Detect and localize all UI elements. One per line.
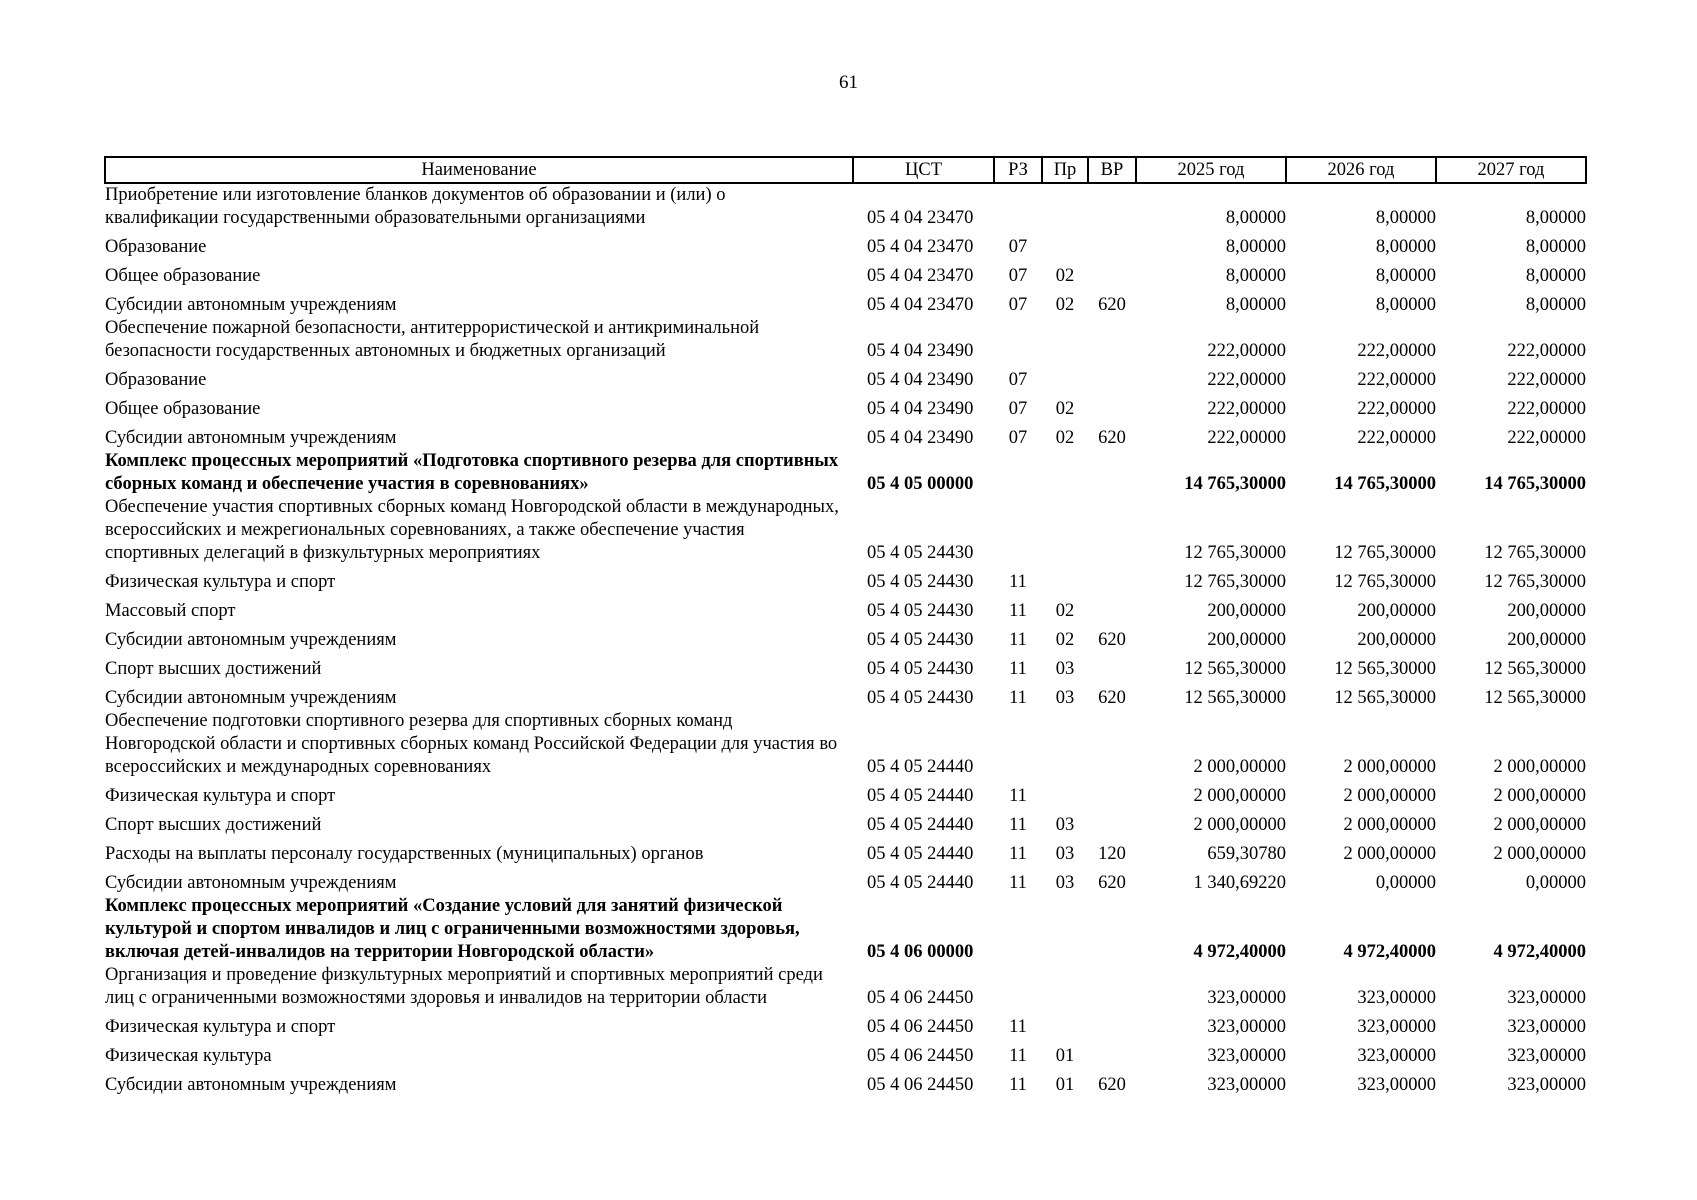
cell-2025: 14 765,30000: [1184, 474, 1286, 494]
cell-rz: 11: [1009, 659, 1027, 679]
cell-rz: [994, 496, 1042, 565]
cell-2026: 2 000,00000: [1343, 815, 1436, 835]
header-rz: РЗ: [994, 157, 1042, 183]
cell-2025: 323,00000: [1207, 1046, 1286, 1066]
cell-vr: 620: [1098, 1075, 1126, 1095]
cell-2027: 200,00000: [1507, 601, 1586, 621]
cell-2026: 12 765,30000: [1334, 572, 1436, 592]
header-2027: 2027 год: [1436, 157, 1586, 183]
cell-name: Образование: [105, 237, 207, 257]
cell-rz: 11: [1009, 815, 1027, 835]
header-name: Наименование: [105, 157, 853, 183]
cell-name: Комплекс процессных мероприятий «Подготовка спортивного резерва для спортивных сборных команд и обеспечение участия в соревнованиях»: [105, 451, 839, 494]
cell-2026: 8,00000: [1375, 208, 1436, 228]
cell-2025: 8,00000: [1225, 266, 1286, 286]
cell-2025: 12 765,30000: [1184, 572, 1286, 592]
table-row: [105, 183, 1586, 230]
cell-2025: 2 000,00000: [1193, 786, 1286, 806]
cell-cst: 05 4 04 23470: [867, 295, 974, 315]
cell-name: Физическая культура: [105, 1046, 272, 1066]
cell-cst: 05 4 04 23490: [867, 341, 974, 361]
cell-2027: 222,00000: [1507, 370, 1586, 390]
cell-cst: 05 4 06 00000: [867, 942, 974, 962]
cell-pr: [1042, 779, 1088, 808]
table-row: [105, 496, 1586, 565]
cell-vr: [1088, 317, 1136, 363]
cell-rz: 11: [1009, 844, 1027, 864]
cell-2027: 323,00000: [1507, 988, 1586, 1008]
cell-2027: 2 000,00000: [1493, 757, 1586, 777]
cell-pr: 02: [1055, 399, 1075, 419]
cell-2025: 1 340,69220: [1193, 873, 1286, 893]
cell-rz: 07: [1008, 370, 1028, 390]
table-row: [105, 837, 1586, 866]
cell-cst: 05 4 06 24450: [867, 1017, 974, 1037]
cell-2026: 323,00000: [1357, 1046, 1436, 1066]
cell-vr: [1088, 183, 1136, 230]
cell-2025: 4 972,40000: [1193, 942, 1286, 962]
table-row: [105, 317, 1586, 363]
cell-2026: 222,00000: [1357, 428, 1436, 448]
cell-cst: 05 4 04 23490: [867, 399, 974, 419]
cell-pr: 02: [1055, 601, 1075, 621]
cell-pr: 02: [1055, 295, 1075, 315]
cell-vr: 620: [1098, 295, 1126, 315]
cell-rz: 11: [1009, 1017, 1027, 1037]
table-header: [105, 157, 1586, 183]
cell-2025: 200,00000: [1207, 630, 1286, 650]
cell-rz: [994, 450, 1042, 496]
cell-2026: 4 972,40000: [1343, 942, 1436, 962]
table-row: [105, 1068, 1586, 1097]
cell-2026: 222,00000: [1357, 370, 1436, 390]
cell-rz: 11: [1009, 601, 1027, 621]
cell-rz: 11: [1009, 630, 1027, 650]
cell-name: Организация и проведение физкультурных мероприятий и спортивных мероприятий среди лиц с ограниченными возможностями здоровья и инвалидов на территории области: [105, 965, 823, 1008]
cell-2027: 4 972,40000: [1493, 942, 1586, 962]
cell-pr: 01: [1055, 1075, 1075, 1095]
cell-2026: 0,00000: [1375, 873, 1436, 893]
cell-pr: [1042, 496, 1088, 565]
header-pr: Пр: [1042, 157, 1088, 183]
cell-rz: [994, 710, 1042, 779]
cell-2027: 222,00000: [1507, 341, 1586, 361]
table-row: [105, 895, 1586, 964]
cell-2025: 2 000,00000: [1193, 815, 1286, 835]
cell-rz: [994, 895, 1042, 964]
cell-name: Спорт высших достижений: [105, 815, 322, 835]
cell-cst: 05 4 05 24440: [867, 786, 974, 806]
table-row: [105, 681, 1586, 710]
cell-2025: 222,00000: [1207, 341, 1286, 361]
cell-rz: 11: [1009, 688, 1027, 708]
cell-pr: [1042, 230, 1088, 259]
cell-2027: 222,00000: [1507, 428, 1586, 448]
cell-cst: 05 4 04 23470: [867, 237, 974, 257]
cell-2027: 200,00000: [1507, 630, 1586, 650]
cell-2026: 323,00000: [1357, 1075, 1436, 1095]
cell-rz: 11: [1009, 572, 1027, 592]
table-row: [105, 623, 1586, 652]
cell-rz: 11: [1009, 786, 1027, 806]
cell-vr: [1088, 594, 1136, 623]
cell-cst: 05 4 04 23470: [867, 208, 974, 228]
cell-vr: [1088, 1010, 1136, 1039]
cell-2026: 323,00000: [1357, 988, 1436, 1008]
cell-2025: 222,00000: [1207, 399, 1286, 419]
cell-2027: 222,00000: [1507, 399, 1586, 419]
cell-cst: 05 4 04 23470: [867, 266, 974, 286]
header-row: [105, 157, 1586, 183]
cell-vr: [1088, 1039, 1136, 1068]
cell-2026: 200,00000: [1357, 601, 1436, 621]
cell-2025: 12 565,30000: [1184, 688, 1286, 708]
cell-name: Образование: [105, 370, 207, 390]
budget-table: [104, 156, 1587, 1097]
cell-2026: 14 765,30000: [1334, 474, 1436, 494]
cell-vr: [1088, 496, 1136, 565]
cell-pr: [1042, 565, 1088, 594]
cell-2027: 323,00000: [1507, 1075, 1586, 1095]
cell-rz: 07: [1008, 295, 1028, 315]
cell-cst: 05 4 06 24450: [867, 988, 974, 1008]
cell-2025: 200,00000: [1207, 601, 1286, 621]
cell-vr: [1088, 652, 1136, 681]
cell-name: Субсидии автономным учреждениям: [105, 295, 397, 315]
cell-name: Субсидии автономным учреждениям: [105, 630, 397, 650]
cell-name: Комплекс процессных мероприятий «Создание условий для занятий физической культурой и спортом инвалидов и лиц с ограниченными возможностями здоровья, включая детей-инвалидов на территории Новгородской области»: [105, 896, 800, 962]
cell-rz: 11: [1009, 1075, 1027, 1095]
table-row: [105, 421, 1586, 450]
table-row: [105, 964, 1586, 1010]
cell-2027: 8,00000: [1525, 208, 1586, 228]
table-row: [105, 288, 1586, 317]
cell-pr: 03: [1055, 844, 1075, 864]
page-number: 61: [839, 72, 858, 93]
cell-name: Обеспечение пожарной безопасности, антитеррористической и антикриминальной безопасности государственных автономных и бюджетных организаций: [105, 318, 760, 361]
cell-pr: [1042, 895, 1088, 964]
cell-2025: 659,30780: [1207, 844, 1286, 864]
cell-name: Субсидии автономным учреждениям: [105, 873, 397, 893]
cell-vr: 620: [1098, 873, 1126, 893]
cell-2026: 12 565,30000: [1334, 659, 1436, 679]
cell-2026: 8,00000: [1375, 266, 1436, 286]
cell-2025: 8,00000: [1225, 208, 1286, 228]
cell-cst: 05 4 06 24450: [867, 1075, 974, 1095]
cell-2027: 8,00000: [1525, 237, 1586, 257]
cell-name: Обеспечение подготовки спортивного резерва для спортивных сборных команд Новгородской области и спортивных сборных команд Российской Федерации для участия во всероссийских и международных соревнованиях: [105, 711, 838, 777]
table-row: [105, 808, 1586, 837]
cell-name: Субсидии автономным учреждениям: [105, 1075, 397, 1095]
cell-vr: [1088, 779, 1136, 808]
cell-cst: 05 4 05 24440: [867, 844, 974, 864]
cell-name: Субсидии автономным учреждениям: [105, 428, 397, 448]
cell-rz: 07: [1008, 237, 1028, 257]
cell-2026: 8,00000: [1375, 237, 1436, 257]
cell-2027: 8,00000: [1525, 295, 1586, 315]
cell-rz: 07: [1008, 266, 1028, 286]
cell-cst: 05 4 05 24430: [867, 659, 974, 679]
cell-pr: [1042, 1010, 1088, 1039]
cell-pr: 02: [1055, 630, 1075, 650]
cell-vr: [1088, 259, 1136, 288]
table-row: [105, 594, 1586, 623]
cell-rz: [994, 183, 1042, 230]
cell-rz: 07: [1008, 428, 1028, 448]
cell-cst: 05 4 05 24430: [867, 543, 974, 563]
header-cst: ЦСТ: [853, 157, 994, 183]
cell-2026: 2 000,00000: [1343, 786, 1436, 806]
cell-pr: [1042, 363, 1088, 392]
cell-rz: 11: [1009, 873, 1027, 893]
cell-name: Обеспечение участия спортивных сборных команд Новгородской области в международных, всероссийских и межрегиональных соревнованиях, а также обеспечение участия спортивных делегаций в физкультурных мероприятиях: [105, 497, 839, 563]
cell-pr: [1042, 964, 1088, 1010]
cell-2025: 222,00000: [1207, 428, 1286, 448]
table-row: [105, 710, 1586, 779]
header-2026: 2026 год: [1286, 157, 1436, 183]
cell-cst: 05 4 05 24440: [867, 815, 974, 835]
cell-2027: 0,00000: [1525, 873, 1586, 893]
cell-cst: 05 4 04 23490: [867, 370, 974, 390]
cell-vr: [1088, 565, 1136, 594]
table-row: [105, 259, 1586, 288]
cell-pr: 02: [1055, 266, 1075, 286]
cell-vr: 620: [1098, 688, 1126, 708]
cell-cst: 05 4 04 23490: [867, 428, 974, 448]
cell-2025: 12 765,30000: [1184, 543, 1286, 563]
cell-name: Физическая культура и спорт: [105, 786, 336, 806]
cell-2025: 12 565,30000: [1184, 659, 1286, 679]
cell-vr: [1088, 450, 1136, 496]
cell-name: Физическая культура и спорт: [105, 572, 336, 592]
cell-2027: 2 000,00000: [1493, 786, 1586, 806]
cell-2025: 8,00000: [1225, 295, 1286, 315]
cell-2027: 12 565,30000: [1484, 688, 1586, 708]
header-vr: ВР: [1088, 157, 1136, 183]
cell-vr: [1088, 808, 1136, 837]
cell-name: Общее образование: [105, 266, 261, 286]
cell-2026: 2 000,00000: [1343, 844, 1436, 864]
cell-pr: 01: [1055, 1046, 1075, 1066]
cell-vr: [1088, 363, 1136, 392]
cell-rz: 07: [1008, 399, 1028, 419]
cell-cst: 05 4 06 24450: [867, 1046, 974, 1066]
cell-rz: [994, 317, 1042, 363]
table-row: [105, 392, 1586, 421]
cell-2026: 12 565,30000: [1334, 688, 1436, 708]
table-row: [105, 1010, 1586, 1039]
header-2025: 2025 год: [1136, 157, 1286, 183]
cell-vr: [1088, 392, 1136, 421]
cell-pr: [1042, 183, 1088, 230]
cell-pr: 02: [1055, 428, 1075, 448]
cell-vr: 620: [1098, 428, 1126, 448]
table-row: [105, 565, 1586, 594]
cell-vr: [1088, 895, 1136, 964]
cell-2027: 2 000,00000: [1493, 815, 1586, 835]
table-row: [105, 450, 1586, 496]
table-row: [105, 1039, 1586, 1068]
cell-cst: 05 4 05 00000: [867, 474, 974, 494]
cell-2025: 323,00000: [1207, 1017, 1286, 1037]
cell-name: Общее образование: [105, 399, 261, 419]
cell-vr: 620: [1098, 630, 1126, 650]
cell-2025: 323,00000: [1207, 988, 1286, 1008]
table-row: [105, 363, 1586, 392]
cell-vr: 120: [1098, 844, 1126, 864]
cell-cst: 05 4 05 24430: [867, 630, 974, 650]
cell-name: Расходы на выплаты персоналу государственных (муниципальных) органов: [105, 844, 704, 864]
table-row: [105, 779, 1586, 808]
cell-pr: [1042, 710, 1088, 779]
table-body: [105, 183, 1586, 1097]
cell-cst: 05 4 05 24430: [867, 572, 974, 592]
cell-name: Субсидии автономным учреждениям: [105, 688, 397, 708]
cell-rz: [994, 964, 1042, 1010]
cell-2026: 323,00000: [1357, 1017, 1436, 1037]
cell-vr: [1088, 230, 1136, 259]
cell-2026: 2 000,00000: [1343, 757, 1436, 777]
cell-pr: 03: [1055, 815, 1075, 835]
cell-pr: 03: [1055, 688, 1075, 708]
cell-2027: 323,00000: [1507, 1017, 1586, 1037]
cell-2025: 8,00000: [1225, 237, 1286, 257]
cell-2027: 2 000,00000: [1493, 844, 1586, 864]
cell-name: Массовый спорт: [105, 601, 236, 621]
cell-pr: 03: [1055, 873, 1075, 893]
cell-2025: 222,00000: [1207, 370, 1286, 390]
table-row: [105, 866, 1586, 895]
cell-2027: 12 565,30000: [1484, 659, 1586, 679]
cell-vr: [1088, 964, 1136, 1010]
table-row: [105, 230, 1586, 259]
cell-2026: 222,00000: [1357, 399, 1436, 419]
cell-pr: [1042, 317, 1088, 363]
cell-2027: 14 765,30000: [1484, 474, 1586, 494]
cell-2026: 8,00000: [1375, 295, 1436, 315]
cell-2027: 323,00000: [1507, 1046, 1586, 1066]
cell-cst: 05 4 05 24430: [867, 688, 974, 708]
cell-2025: 323,00000: [1207, 1075, 1286, 1095]
cell-name: Приобретение или изготовление бланков документов об образовании и (или) о квалификации государственными образовательными организациями: [105, 185, 726, 228]
cell-pr: [1042, 450, 1088, 496]
cell-name: Физическая культура и спорт: [105, 1017, 336, 1037]
cell-2027: 8,00000: [1525, 266, 1586, 286]
cell-2026: 200,00000: [1357, 630, 1436, 650]
cell-pr: 03: [1055, 659, 1075, 679]
table-row: [105, 652, 1586, 681]
cell-cst: 05 4 05 24440: [867, 873, 974, 893]
cell-cst: 05 4 05 24430: [867, 601, 974, 621]
cell-cst: 05 4 05 24440: [867, 757, 974, 777]
cell-name: Спорт высших достижений: [105, 659, 322, 679]
cell-2027: 12 765,30000: [1484, 572, 1586, 592]
cell-2026: 222,00000: [1357, 341, 1436, 361]
cell-2025: 2 000,00000: [1193, 757, 1286, 777]
cell-rz: 11: [1009, 1046, 1027, 1066]
cell-vr: [1088, 710, 1136, 779]
cell-2027: 12 765,30000: [1484, 543, 1586, 563]
cell-2026: 12 765,30000: [1334, 543, 1436, 563]
